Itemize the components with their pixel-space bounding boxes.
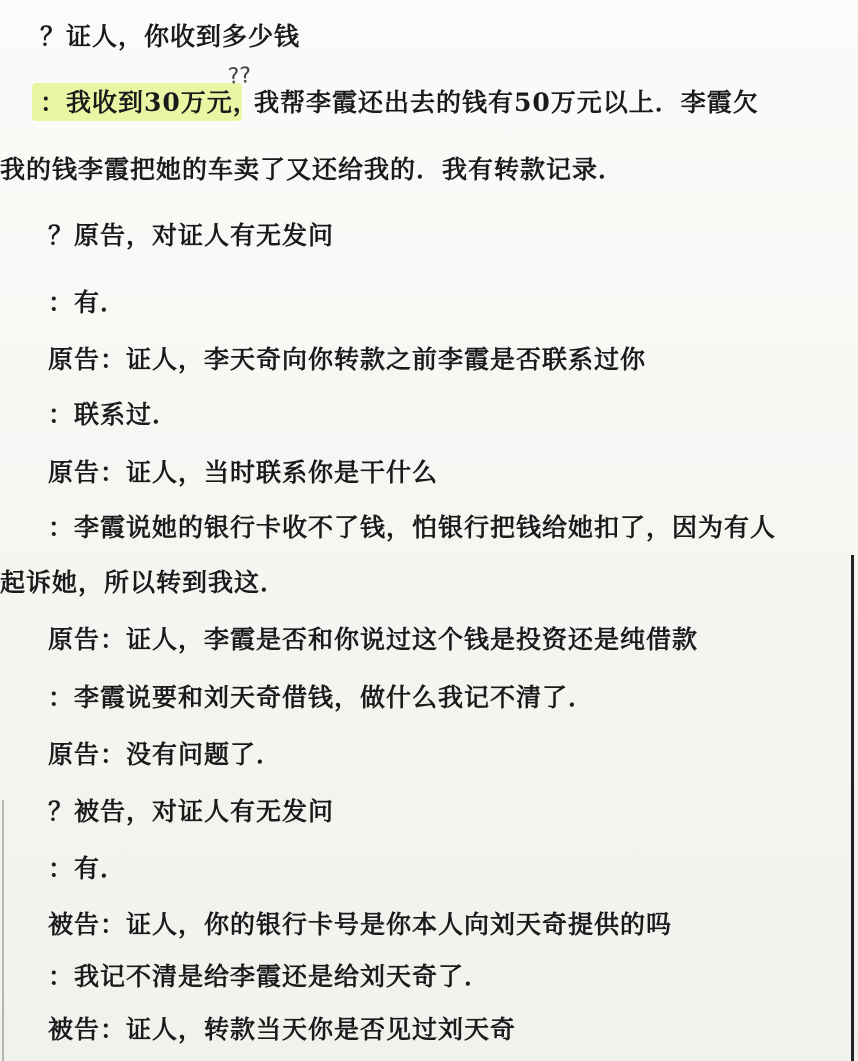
transcript-line-13: 原告：没有问题了． <box>48 740 283 769</box>
left-margin-shadow <box>2 800 4 1061</box>
transcript-line-7: ：联系过． <box>48 400 179 429</box>
transcript-line-8: 原告：证人，当时联系你是干什么 <box>48 458 439 487</box>
transcript-line-12: ：李霞说要和刘天奇借钱，做什么我记不清了． <box>48 683 595 712</box>
transcript-line-18: 被告：证人，转款当天你是否见过刘天奇 <box>48 1015 517 1044</box>
transcript-line-4: ？原告，对证人有无发问 <box>48 221 335 250</box>
transcript-line-11: 原告：证人，李霞是否和你说过这个钱是投资还是纯借款 <box>48 625 699 654</box>
transcript-line-17: ：我记不清是给李霞还是给刘天奇了． <box>48 962 491 991</box>
transcript-line-3: 我的钱李霞把她的车卖了又还给我的．我有转款记录． <box>0 155 625 184</box>
transcript-line-10: 起诉她，所以转到我这． <box>0 568 287 597</box>
transcript-line-6: 原告：证人，李天奇向你转款之前李霞是否联系过你 <box>48 345 647 374</box>
page-edge-line <box>851 555 854 1061</box>
transcript-line-2a: ：我收到30万元， <box>40 88 259 117</box>
transcript-line-1: ？证人，你收到多少钱 <box>40 22 301 51</box>
transcript-line-5: ：有． <box>48 288 127 317</box>
transcript-line-14: ？被告，对证人有无发问 <box>48 797 335 826</box>
question-mark-annotation: ?? <box>227 63 253 90</box>
transcript-line-9: ：李霞说她的银行卡收不了钱，怕银行把钱给她扣了，因为有人 <box>48 513 777 542</box>
transcript-line-15: ：有． <box>48 854 127 883</box>
transcript-line-16: 被告：证人，你的银行卡号是你本人向刘天奇提供的吗 <box>48 910 673 939</box>
transcript-line-2b: 我帮李霞还出去的钱有50万元以上．李霞欠 <box>254 88 759 117</box>
